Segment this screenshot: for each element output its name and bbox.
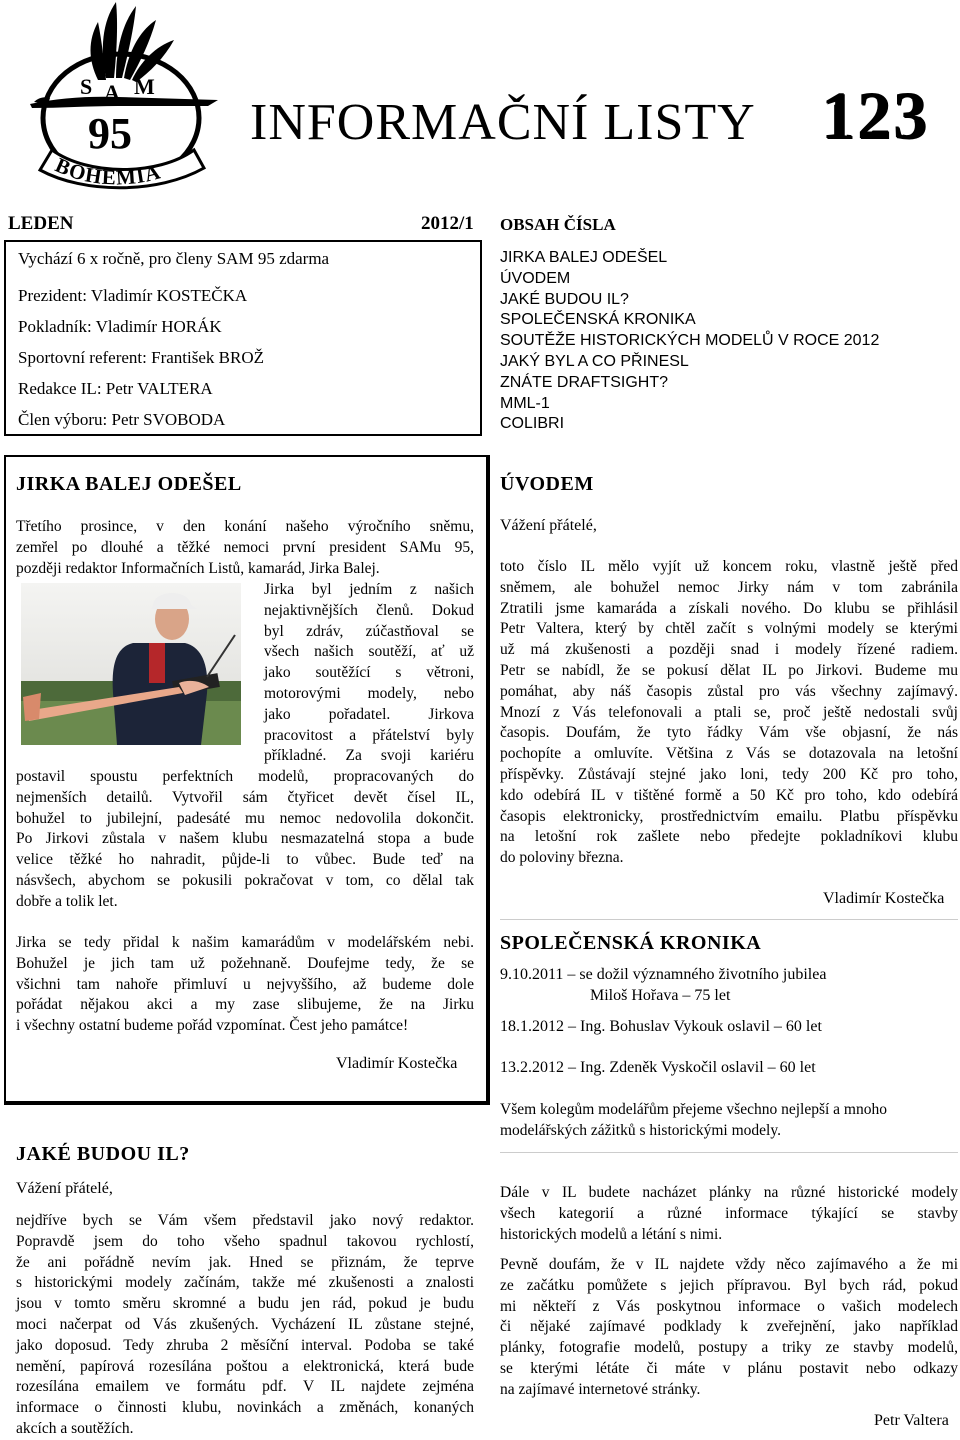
toc-item[interactable]: ÚVODEM	[500, 269, 571, 287]
logo-letter-s: S	[80, 74, 93, 99]
text-line: že ani pořádně nevím jak. Hned se přiznám, že teprve	[16, 1253, 474, 1271]
future-il-body	[16, 1211, 474, 1440]
text-line: jako doposud. Tedy zhruba 2 měsíční interval. Podoba se také	[16, 1336, 474, 1354]
text-line: nejdříve bych se Vám všem představil jako nový redaktor.	[16, 1212, 474, 1229]
logo-letter-m: M	[134, 74, 155, 99]
info-line: Redakce IL: Petr VALTERA	[18, 379, 213, 398]
chronicle-entry: 13.2.2012 – Ing. Zdeněk Vyskočil oslavil – 60 let	[500, 1059, 816, 1076]
portrait-photo	[21, 583, 241, 745]
toc-item[interactable]: SPOLEČENSKÁ KRONIKA	[500, 311, 696, 329]
text-line: s historickými modely začínám, takže mé zkušenosti a znalosti	[16, 1274, 474, 1292]
toc-item[interactable]: MML-1	[500, 394, 550, 412]
text-line: Popravdě jsem do toho všeho spadnul takovou rychlostí,	[16, 1232, 474, 1250]
text-line: modelářských zážitků s historickými modely.	[500, 1121, 781, 1139]
text-line: byl zdráv, zúčastňoval se	[264, 622, 474, 640]
text-line: sněmem, ale bohužel nemoc Jirky nám v tom zabránila	[500, 578, 958, 596]
intro-body	[500, 557, 958, 869]
text-line: Petr Valtera, který by chtěl začít s volnými modely se kterými	[500, 620, 958, 638]
info-line: Sportovní referent: František BROŽ	[18, 348, 264, 367]
toc-item[interactable]: JAKÉ BUDOU IL?	[500, 290, 629, 308]
text-line: historických modelů a létání s nimi.	[500, 1225, 723, 1243]
club-info-box	[4, 240, 482, 436]
text-line: jako soutěžící s větroni,	[264, 664, 474, 682]
text-line: Mnozí z Vás telefonovali a ptali se, proč ještě nedostali svůj	[500, 703, 958, 721]
text-line: kdo odebírá IL v tištěné formě a 50 Kč pro toho, kdo odebírá	[500, 786, 958, 804]
text-line: Dále v IL budete nacházet plánky na různé historické modely	[500, 1184, 958, 1201]
text-line: motorovými modely, nebo	[264, 684, 474, 702]
text-line: moci načerpat od Vás zkušených. Vycházení IL zůstane stejné,	[16, 1315, 474, 1333]
text-line: dobře a tolik let.	[16, 892, 118, 910]
obituary-title: JIRKA BALEJ ODEŠEL	[16, 473, 242, 495]
logo-number: 95	[88, 109, 132, 158]
text-line: časopis. Doufám, že tyto řádky Vám vše objasní, že nás	[500, 724, 958, 742]
text-line: do poloviny března.	[500, 849, 624, 867]
text-line: bohužel to jubilejní, padesáté mu nemoc nedovolila dokončit.	[16, 809, 474, 827]
text-line: Pevně doufám, že v IL najdete vždy něco zajímavého a že mi	[500, 1256, 958, 1273]
text-line: nemění, papírová rozesílána poštou a elektronická, která bude	[16, 1357, 474, 1375]
text-line: všichni tam nahoře přimluví u nejvyššího, až budeme dole	[16, 975, 474, 993]
info-line: Prezident: Vladimír KOSTEČKA	[18, 286, 248, 305]
text-line: Třetího prosince, v den konání našeho výročního sněmu,	[16, 518, 474, 535]
future-il-title: JAKÉ BUDOU IL?	[16, 1143, 190, 1165]
text-line: Jirka se tedy přidal k našim kamarádům v modelářském nebi.	[16, 934, 474, 951]
text-line: pořádat nějakou akci a my zase slibujeme, že na Jirku	[16, 996, 474, 1014]
text-line: akcích a soutěžích.	[16, 1419, 134, 1437]
sam95-logo	[18, 0, 224, 205]
divider	[500, 1152, 958, 1153]
text-line: Po Jirkovi zůstala v našem klubu nesmazatelná stopa a bude	[16, 830, 474, 848]
svg-text:BOHEMIA	[52, 153, 164, 190]
toc-item[interactable]: ZNÁTE DRAFTSIGHT?	[500, 373, 669, 391]
chronicle-entry: 9.10.2011 – se dožil významného životního jubilea	[500, 966, 827, 983]
text-line: rozesílána emailem ve formátu pdf. V IL najdete zejména	[16, 1378, 474, 1396]
issue-number: 123	[822, 78, 930, 154]
text-line: zemřel po dlouhé a těžké nemoci první president SAMu 95,	[16, 538, 474, 556]
toc-title: OBSAH ČÍSLA	[500, 215, 616, 234]
text-line: jako pořadatel. Jirkova	[264, 705, 474, 723]
text-line: mi někteří z Vás poskytnou informace o vašich modelech	[500, 1297, 958, 1315]
text-line: nejmenších detailů. Vytvořil sám čtyřicet devět čísel IL,	[16, 788, 474, 806]
future-il-continued-2	[500, 1255, 958, 1401]
intro-signature: Vladimír Kostečka	[823, 890, 945, 907]
issue-month: LEDEN	[8, 213, 74, 234]
text-line: pracovitost a přátelství byly	[264, 726, 474, 744]
text-line: později redaktor Informačních Listů, kamarád, Jirka Balej.	[16, 559, 380, 577]
text-line: všech kategorií a různé informace týkající se stavby	[500, 1204, 958, 1222]
obituary-body-2	[16, 933, 474, 1037]
text-line: i všechny ostatní budeme pořád vzpomínat. Čest jeho památce!	[16, 1017, 409, 1035]
text-line: pomáhat, aby náš časopis zůstal pro vás všechny zajímavý.	[500, 682, 958, 700]
text-line: příkladné. Za svoji kariéru	[264, 747, 474, 765]
text-line: postavil spoustu perfektních modelů, propracovaných do	[16, 768, 474, 785]
obituary-signature: Vladimír Kostečka	[336, 1055, 458, 1072]
issue-code: 2012/1	[421, 213, 474, 234]
text-line: násvšech, abychom se pokusili pokračovat v tom, co dělal tak	[16, 871, 474, 889]
divider	[500, 919, 958, 920]
obituary-wrap-text	[264, 580, 474, 767]
logo-bottom-text: BOHEMIA	[51, 152, 164, 190]
text-line: časopis elektronicky, prostřednictvím emailu. Platbu příspěvku	[500, 807, 958, 825]
text-line: nejaktivnějších členů. Dokud	[264, 601, 474, 619]
text-line: Všem kolegům modelářům přejeme všechno nejlepší a mnoho	[500, 1101, 887, 1118]
editor-signature: Petr Valtera	[874, 1412, 949, 1429]
text-line: příspěvky. Zůstávají stejné jako loni, tedy 200 Kč pro toho,	[500, 765, 958, 783]
future-il-greeting: Vážení přátelé,	[16, 1180, 113, 1197]
info-line: Člen výboru: Petr SVOBODA	[18, 410, 226, 429]
future-il-continued-1	[500, 1183, 958, 1245]
toc-item[interactable]: JAKÝ BYL A CO PŘINESL	[500, 352, 689, 370]
text-line: plánky, fotografie modelů, postupy a triky ze stavby modelů,	[500, 1339, 958, 1357]
text-line: ze začátku pomůžete s jejich přípravou. Byl bych rád, pokud	[500, 1276, 958, 1294]
chronicle-title: SPOLEČENSKÁ KRONIKA	[500, 932, 762, 954]
text-line: Jirka byl jedním z našich	[264, 581, 474, 598]
logo-letter-a: A	[104, 80, 120, 105]
text-line: informace o činnosti klubu, novinkách a změnách, konaných	[16, 1399, 474, 1417]
toc-item[interactable]: JIRKA BALEJ ODEŠEL	[500, 249, 668, 266]
text-line: všech našich soutěží, ať už	[264, 643, 474, 661]
text-line: pochopíte a omluvíte. Většina z Vás se dotazovala na letošní	[500, 745, 958, 763]
text-line: Petr se nabídl, že se pokusí dělat IL po Jirkovi. Budeme mu	[500, 661, 958, 679]
chronicle-entry-name: Miloš Hořava – 75 let	[590, 987, 731, 1004]
page-title: INFORMAČNÍ LISTY	[250, 94, 756, 151]
toc-item[interactable]: COLIBRI	[500, 415, 565, 433]
text-line: jsou v tomto směru skromné a budu jen rád, pokud je budu	[16, 1295, 474, 1313]
text-line: už má zkušenosti a později snad i modely řízené radiem.	[500, 641, 958, 659]
text-line: se kterými létáte či máte v plánu postavit nebo odkazy	[500, 1359, 958, 1377]
obituary-intro	[16, 517, 474, 579]
chronicle-wish	[500, 1100, 960, 1142]
text-line: Ztratili jsme kamaráda a získali nového. Do klubu se přihlásil	[500, 599, 958, 617]
obituary-body	[16, 767, 474, 913]
text-line: Bohužel je jich tam už požehnaně. Doufejme tedy, že se	[16, 954, 474, 972]
chronicle-entry: 18.1.2012 – Ing. Bohuslav Vykouk oslavil – 60 let	[500, 1018, 822, 1035]
text-line: toto číslo IL mělo vyjít už koncem roku, vlastně ještě před	[500, 558, 958, 575]
text-line: velice těžké ho nahradit, půjde-li to vůbec. Bude teď na	[16, 851, 474, 869]
info-line: Vychází 6 x ročně, pro členy SAM 95 zdarma	[18, 249, 330, 268]
toc-list	[500, 248, 879, 435]
text-line: či nějaké zajímavé podklady k zveřejnění, jako například	[500, 1318, 958, 1336]
intro-greeting: Vážení přátelé,	[500, 517, 597, 534]
intro-title: ÚVODEM	[500, 473, 594, 495]
info-line: Pokladník: Vladimír HORÁK	[18, 317, 222, 336]
toc-item[interactable]: SOUTĚŽE HISTORICKÝCH MODELŮ V ROCE 2012	[500, 332, 880, 350]
text-line: na zajímavé internetové stránky.	[500, 1380, 701, 1398]
text-line: na letošní rok zašlete nebo předejte pokladníkovi klubu	[500, 828, 958, 846]
